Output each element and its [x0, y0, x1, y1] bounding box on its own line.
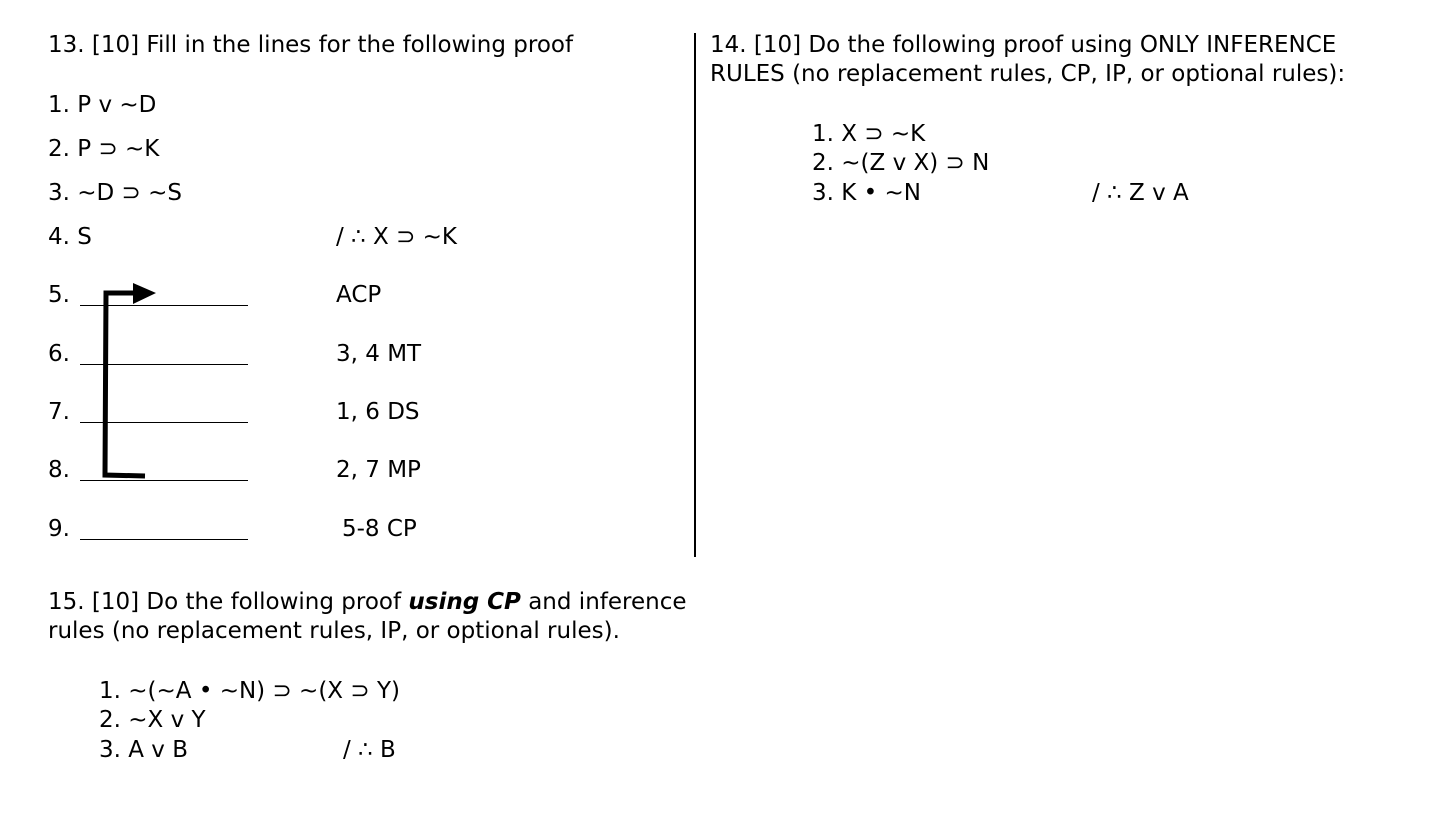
q13-line-6-number: 6. — [48, 341, 70, 367]
q14-premise-3 — [812, 178, 921, 208]
q14-title-line-1: 14. [10] Do the following proof using ONLY INFERENCE — [710, 32, 1337, 58]
formula: P v ~D — [77, 92, 157, 118]
line-number: 1. — [812, 121, 834, 147]
q13-line-9-justification: 5-8 CP — [342, 516, 417, 542]
q15-title-suffix: and inference — [520, 589, 687, 615]
q15-conclusion: / ∴ B — [343, 737, 396, 763]
q14-title-line-2: RULES (no replacement rules, CP, IP, or optional rules): — [710, 61, 1346, 87]
q13-conclusion: / ∴ X ⊃ ~K — [336, 224, 458, 250]
line-number: 2. — [99, 707, 121, 733]
line-number: 1. — [99, 678, 121, 704]
column-divider — [694, 33, 696, 557]
q15-title-line-1 — [48, 588, 687, 617]
q13-line-6-justification: 3, 4 MT — [336, 341, 422, 367]
line-number: 2. — [812, 150, 834, 176]
q15-premise-1 — [99, 676, 400, 706]
cp-bracket-arrow-icon — [95, 280, 165, 485]
q13-line-7-justification: 1, 6 DS — [336, 399, 420, 425]
line-number: 3. — [812, 180, 834, 206]
q15-title-emphasis: using CP — [408, 589, 521, 615]
q14-premise-2 — [812, 148, 989, 178]
q13-premise-3 — [48, 178, 182, 208]
formula: ~X v Y — [128, 707, 206, 733]
q13-line-5-justification: ACP — [336, 282, 382, 308]
q15-premise-2 — [99, 705, 206, 735]
formula: S — [77, 224, 92, 250]
formula: A v B — [128, 737, 189, 763]
q13-line-7-number: 7. — [48, 399, 70, 425]
formula: X ⊃ ~K — [841, 121, 926, 147]
q13-line-5-number: 5. — [48, 282, 70, 308]
formula: ~D ⊃ ~S — [77, 180, 183, 206]
line-number: 1. — [48, 92, 70, 118]
formula: ~(~A • ~N) ⊃ ~(X ⊃ Y) — [128, 678, 400, 704]
q13-premise-1 — [48, 90, 156, 120]
q14-conclusion: / ∴ Z v A — [1092, 180, 1189, 206]
line-number: 4. — [48, 224, 70, 250]
q13-line-9-number: 9. — [48, 516, 70, 542]
q15-title-line-2: rules (no replacement rules, IP, or optional rules). — [48, 618, 620, 644]
q13-premise-4 — [48, 222, 92, 252]
q15-premise-3 — [99, 735, 188, 765]
line-number: 3. — [99, 737, 121, 763]
line-number: 2. — [48, 136, 70, 162]
line-number: 3. — [48, 180, 70, 206]
q14-premise-1 — [812, 119, 925, 149]
formula: P ⊃ ~K — [77, 136, 160, 162]
q13-premise-2 — [48, 134, 159, 164]
q13-line-8-number: 8. — [48, 457, 70, 483]
q13-title: 13. [10] Fill in the lines for the following proof — [48, 32, 574, 58]
q15-title-prefix: 15. [10] Do the following proof — [48, 589, 409, 615]
q13-line-9-blank[interactable] — [80, 539, 248, 540]
q13-line-8-justification: 2, 7 MP — [336, 457, 421, 483]
formula: ~(Z v X) ⊃ N — [841, 150, 990, 176]
formula: K • ~N — [841, 180, 922, 206]
